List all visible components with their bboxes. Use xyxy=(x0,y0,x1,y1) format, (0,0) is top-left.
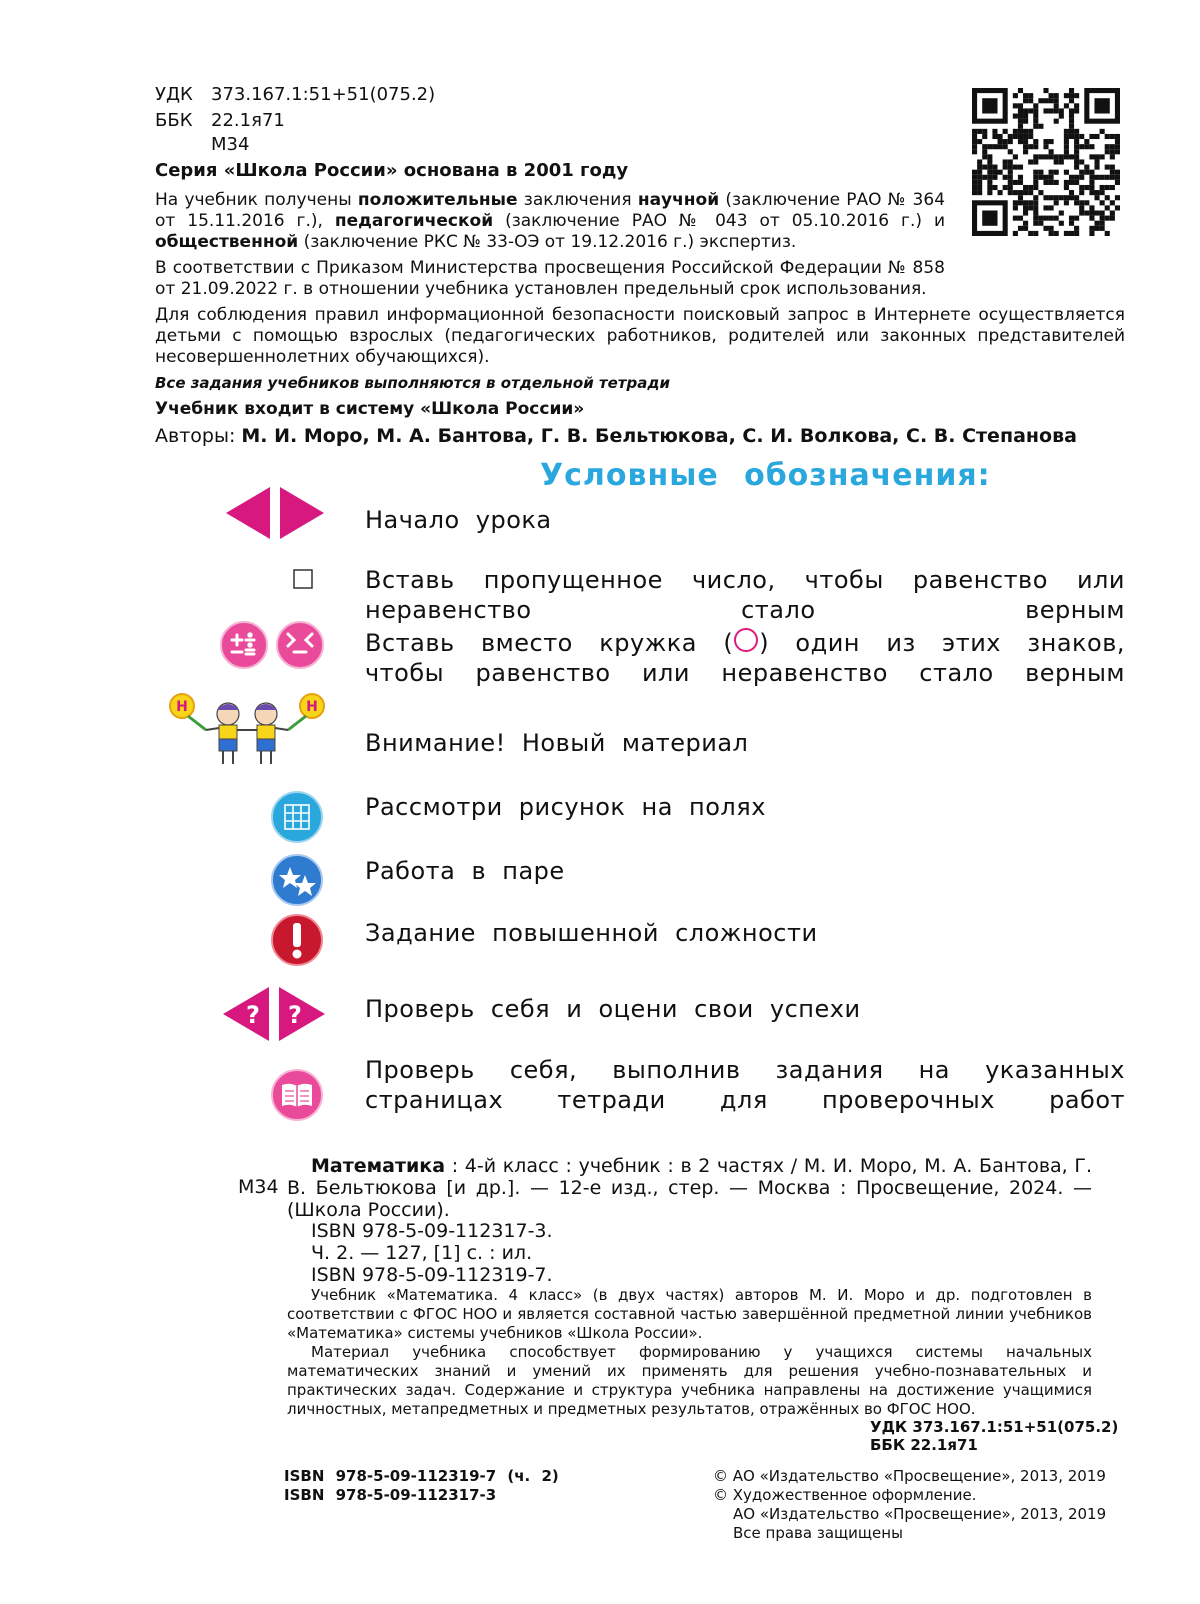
empty-box-icon xyxy=(293,569,313,589)
system-note: Учебник входит в систему «Школа России» xyxy=(155,399,585,419)
bbk-line xyxy=(155,110,285,132)
bib-part: Ч. 2. — 127, [1] с. : ил. xyxy=(311,1242,533,1264)
author-mark: М34 xyxy=(211,134,250,155)
udk-label: УДК xyxy=(155,84,193,105)
copyright-1: © АО «Издательство «Просвещение», 2013, 2019 xyxy=(713,1467,1106,1485)
footer-isbn-2: ISBN 978-5-09-112317-3 xyxy=(284,1486,497,1504)
text: На учебник получены xyxy=(155,190,358,210)
udk-value: 373.167.1:51+51(075.2) xyxy=(211,84,436,105)
bib-title: Математика xyxy=(311,1155,446,1177)
order-paragraph: В соответствии с Приказом Министерства просвещения Российской Федерации № 858 от 21.09.2022 г. в отношении учебника установлен предельный срок использования. xyxy=(155,258,945,299)
workbook-icon xyxy=(270,1068,324,1122)
bottom-bbk: ББК 22.1я71 xyxy=(870,1436,978,1454)
question-arrows-icon xyxy=(223,985,327,1043)
bib-description xyxy=(287,1155,1092,1221)
legend-item-4: Внимание! Новый материал xyxy=(365,729,749,757)
copyright-3: АО «Издательство «Просвещение», 2013, 2019 xyxy=(733,1505,1107,1523)
series-line: Серия «Школа России» основана в 2001 году xyxy=(155,160,629,181)
notebook-note: Все задания учебников выполняются в отдельной тетради xyxy=(155,374,670,392)
svg-text:?: ? xyxy=(288,1001,302,1029)
text: ) один из этих знаков, чтобы равенство или неравенство стало верным xyxy=(365,629,1125,687)
legend-item-3 xyxy=(365,628,1125,688)
text: положительные xyxy=(357,190,518,210)
udk-line xyxy=(155,84,435,106)
margin-picture-globe-icon xyxy=(270,790,324,844)
authors-names: М. И. Моро, М. А. Бантова, Г. В. Бельтюкова, С. И. Волкова, С. В. Степанова xyxy=(241,425,1077,447)
bbk-value: 22.1я71 xyxy=(211,110,285,131)
text: заключения xyxy=(517,190,638,210)
bib-isbn-2: ISBN 978-5-09-112319-7. xyxy=(311,1264,553,1286)
legend-item-8: Проверь себя и оцени свои успехи xyxy=(365,995,861,1023)
legend-item-6: Работа в паре xyxy=(365,857,565,885)
text: научной xyxy=(637,190,720,210)
svg-text:?: ? xyxy=(246,1001,260,1029)
bib-desc: : 4-й класс : учебник : в 2 частях / М. И. Моро, М. А. Бантова, Г. В. Бельтюкова [и др.]. — 12-е изд., стер. — Москва : Просвещение, 2024. — (Школа России). xyxy=(287,1155,1092,1221)
footer-isbn-1: ISBN 978-5-09-112319-7 (ч. 2) xyxy=(284,1467,559,1485)
kids-with-flags-icon xyxy=(168,692,328,772)
text: педагогической xyxy=(334,211,494,231)
copyright-2: © Художественное оформление. xyxy=(713,1486,977,1504)
exclamation-icon xyxy=(270,913,324,967)
authors-line xyxy=(155,425,1077,447)
pink-circle-icon xyxy=(734,628,758,652)
bbk-label: ББК xyxy=(155,110,193,131)
legend-item-5: Рассмотри рисунок на полях xyxy=(365,793,766,821)
flag-letter-right: Н xyxy=(306,699,318,715)
flag-letter-left: Н xyxy=(176,699,188,715)
authors-label: Авторы: xyxy=(155,425,242,447)
pair-work-stars-icon xyxy=(270,853,324,907)
operation-signs-icon xyxy=(220,620,326,670)
bottom-udk: УДК 373.167.1:51+51(075.2) xyxy=(870,1418,1119,1436)
annotation-1: Учебник «Математика. 4 класс» (в двух частях) авторов М. И. Моро и др. подготовлен в соответствии с ФГОС НОО и является составной частью завершённой предметной линии учебников «Математика» системы учебников «Школа России». xyxy=(287,1286,1092,1342)
bib-mark: М34 xyxy=(238,1176,279,1198)
reviews-paragraph xyxy=(155,190,945,253)
legend-item-7: Задание повышенной сложности xyxy=(365,919,818,947)
text: (заключение РАО № 364 от 15.11.2016 г.), xyxy=(155,190,946,231)
legend-item-9: Проверь себя, выполнив задания на указанных страницах тетради для проверочных работ xyxy=(365,1056,1125,1114)
legend-item-2: Вставь пропущенное число, чтобы равенство или неравенство стало верным xyxy=(365,566,1125,624)
qr-code-icon xyxy=(972,88,1120,236)
annotation-2: Материал учебника способствует формированию у учащихся системы начальных математических знаний и умений их применять для решения учебно-познавательных и практических задач. Содержание и структура учебника направлены на достижение учащимися личностных, метапредметных и предметных результатов, отражённых во ФГОС НОО. xyxy=(287,1343,1092,1418)
bib-isbn-1: ISBN 978-5-09-112317-3. xyxy=(311,1220,553,1242)
legend-item-1: Начало урока xyxy=(365,506,552,534)
rights: Все права защищены xyxy=(733,1524,903,1542)
text: Вставь вместо кружка ( xyxy=(365,629,734,657)
lesson-start-arrows-icon xyxy=(226,485,326,541)
text: (заключение РКС № 33-ОЭ от 19.12.2016 г.) экспертиз. xyxy=(298,232,797,252)
safety-paragraph: Для соблюдения правил информационной безопасности поисковый запрос в Интернете осуществляется детьми с помощью взрослых (педагогических работников, родителей или законных представителей несовершеннолетних обучающихся). xyxy=(155,305,1125,367)
legend-title: Условные обозначения: xyxy=(540,458,991,493)
text: общественной xyxy=(155,232,299,252)
text: (заключение РАО № 043 от 05.10.2016 г.) и xyxy=(493,211,945,231)
